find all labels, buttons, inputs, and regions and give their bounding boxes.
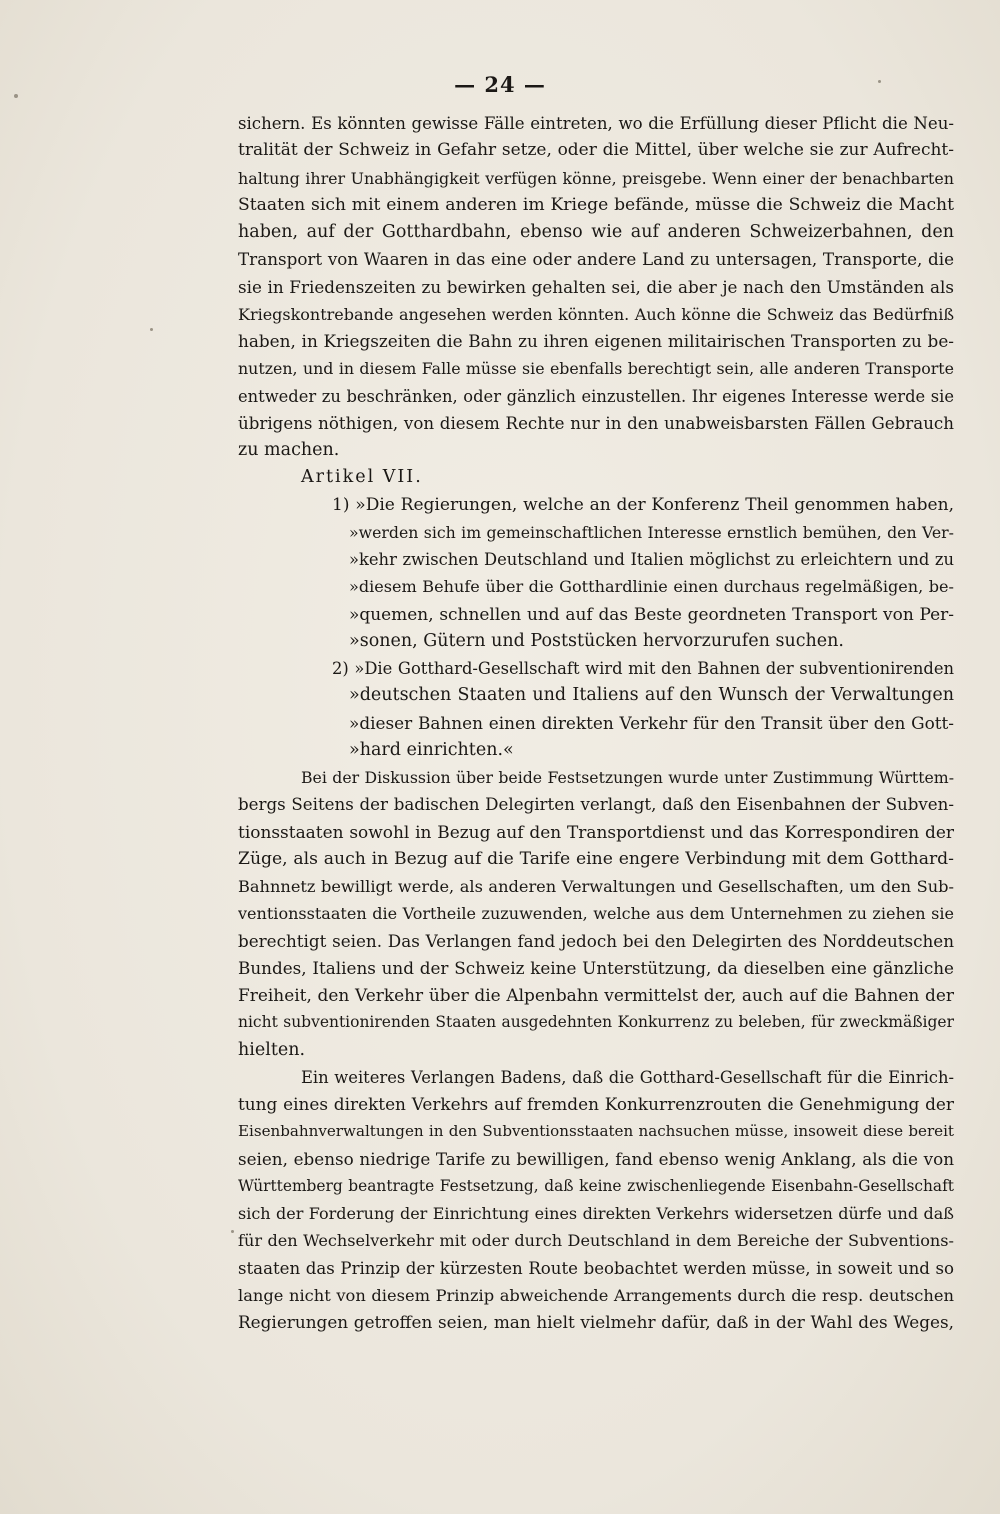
text-line: ventionsstaaten die Vortheile zuzuwenden, welche aus dem Unternehmen zu ziehen sie — [238, 904, 954, 924]
text-line: Kriegskontrebande angesehen werden könnten. Auch könne die Schweiz das Bedürfniß — [238, 304, 954, 324]
list-item-line: 2) »Die Gotthard-Gesellschaft wird mit den Bahnen der subventionirenden — [332, 659, 954, 678]
text-line: Regierungen getroffen seien, man hielt vielmehr dafür, daß in der Wahl des Weges, — [238, 1312, 954, 1332]
text-line: haben, in Kriegszeiten die Bahn zu ihren eigenen militairischen Transporten zu be- — [238, 331, 954, 351]
text-line: sichern. Es könnten gewisse Fälle eintreten, wo die Erfüllung dieser Pflicht die Neu- — [238, 114, 954, 133]
list-item-line: »hard einrichten.« — [349, 739, 514, 760]
text-line: zu machen. — [238, 440, 340, 460]
text-line: übrigens nöthigen, von diesem Rechte nur in den unabweisbarsten Fällen Gebrauch — [238, 413, 954, 433]
list-item-line: »deutschen Staaten und Italiens auf den Wunsch der Verwaltungen — [349, 685, 954, 706]
text-line: haben, auf der Gotthardbahn, ebenso wie auf anderen Schweizerbahnen, den — [238, 222, 954, 242]
paper-speck — [878, 80, 881, 83]
text-line: Züge, als auch in Bezug auf die Tarife eine engere Verbindung mit dem Gotthard- — [238, 848, 954, 869]
text-line: Eisenbahnverwaltungen in den Subventionsstaaten nachsuchen müsse, insoweit diese bereit — [238, 1122, 954, 1141]
text-line: tionsstaaten sowohl in Bezug auf den Transportdienst und das Korrespondiren der — [238, 821, 954, 842]
text-line: nicht subventionirenden Staaten ausgedehnten Konkurrenz zu beleben, für zweckmäßiger — [238, 1013, 954, 1032]
text-line: seien, ebenso niedrige Tarife zu bewilligen, fand ebenso wenig Anklang, als die von — [238, 1148, 954, 1169]
text-line: Bahnnetz bewilligt werde, als anderen Verwaltungen und Gesellschaften, um den Sub- — [238, 877, 954, 896]
list-item-line: »sonen, Gütern und Poststücken hervorzurufen suchen. — [349, 630, 844, 651]
list-item-line: »quemen, schnellen und auf das Beste geordneten Transport von Per- — [349, 603, 954, 624]
list-item-line: »kehr zwischen Deutschland und Italien möglichst zu erleichtern und zu — [349, 550, 954, 569]
paper-speck — [231, 1230, 234, 1233]
text-line: hielten. — [238, 1039, 306, 1060]
paper-speck — [150, 328, 153, 331]
text-line: lange nicht von diesem Prinzip abweichende Arrangements durch die resp. deutschen — [238, 1285, 954, 1305]
text-line: sie in Friedenszeiten zu bewirken gehalten sei, die aber je nach den Umständen als — [238, 276, 954, 297]
text-line: staaten das Prinzip der kürzesten Route beobachtet werden müsse, in soweit und so — [238, 1258, 954, 1278]
list-item-line: »dieser Bahnen einen direkten Verkehr für den Transit über den Gott- — [349, 712, 954, 733]
text-line: berechtigt seien. Das Verlangen fand jedoch bei den Delegirten des Norddeutschen — [238, 930, 954, 951]
text-line: nutzen, und in diesem Falle müsse sie ebenfalls berechtigt sein, alle anderen Transporte — [238, 359, 954, 379]
text-line: haltung ihrer Unabhängigkeit verfügen könne, preisgebe. Wenn einer der benachbarten — [238, 168, 954, 188]
text-line: bergs Seitens der badischen Delegirten verlangt, daß den Eisenbahnen der Subven- — [238, 795, 954, 815]
list-item-line: »werden sich im gemeinschaftlichen Interesse ernstlich bemühen, den Ver- — [349, 522, 954, 542]
article-heading: Artikel VII. — [301, 467, 423, 488]
text-line: Bundes, Italiens und der Schweiz keine Unterstützung, da dieselben eine gänzliche — [238, 957, 954, 978]
list-item-line: 1) »Die Regierungen, welche an der Konferenz Theil genommen haben, — [332, 494, 954, 515]
text-line: für den Wechselverkehr mit oder durch Deutschland in dem Bereiche der Subventions- — [238, 1231, 954, 1251]
page-number: — 24 — — [454, 72, 546, 97]
text-line: Staaten sich mit einem anderen im Kriege befände, müsse die Schweiz die Macht — [238, 194, 954, 215]
text-line: Ein weiteres Verlangen Badens, daß die Gotthard-Gesellschaft für die Einrich- — [301, 1067, 954, 1087]
list-item-line: »diesem Behufe über die Gotthardlinie einen durchaus regelmäßigen, be- — [349, 577, 954, 597]
text-line: Bei der Diskussion über beide Festsetzungen wurde unter Zustimmung Württem- — [301, 768, 954, 787]
body-text — [238, 110, 954, 1336]
text-line: tung eines direkten Verkehrs auf fremden Konkurrenzrouten die Genehmigung der — [238, 1094, 954, 1114]
text-line: Transport von Waaren in das eine oder andere Land zu untersagen, Transporte, die — [238, 249, 954, 270]
text-line: sich der Forderung der Einrichtung eines direkten Verkehrs widersetzen dürfe und daß — [238, 1204, 954, 1223]
text-line: tralität der Schweiz in Gefahr setze, oder die Mittel, über welche sie zur Aufrecht- — [238, 140, 954, 161]
text-line: Freiheit, den Verkehr über die Alpenbahn vermittelst der, auch auf die Bahnen der — [238, 985, 954, 1005]
text-line: Württemberg beantragte Festsetzung, daß keine zwischenliegende Eisenbahn-Gesellschaft — [238, 1176, 954, 1195]
paper-speck — [14, 94, 18, 98]
text-line: entweder zu beschränken, oder gänzlich einzustellen. Ihr eigenes Interesse werde sie — [238, 386, 954, 406]
